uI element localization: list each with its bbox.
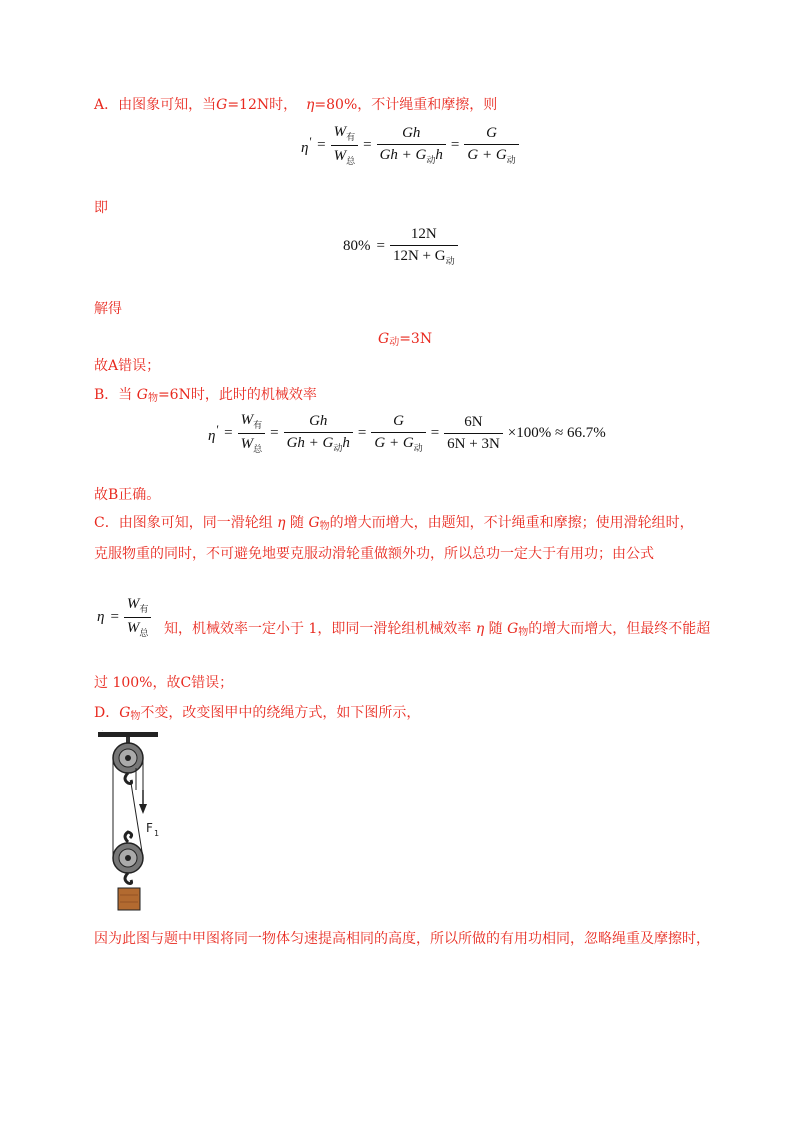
text-a-intro: A．由图象可知，当: [94, 97, 217, 113]
force-label: F: [146, 821, 153, 835]
eta-prime: [301, 135, 311, 157]
subscript-wu: 物: [518, 627, 529, 638]
twelve-n-plus: 12N + G: [392, 248, 446, 264]
paragraph-b: [94, 386, 317, 408]
prime-mark: ': [215, 422, 219, 437]
gh-plus-g: Gh + G: [379, 147, 427, 163]
formula-eta-2: [205, 412, 609, 455]
equals-sign: =: [363, 137, 372, 153]
text-a-rest: =80%，不计绳重和摩擦，则: [314, 97, 498, 113]
w-symbol: W: [126, 596, 140, 612]
fraction-w: [331, 124, 359, 167]
text-b-right: 故B正确。: [94, 487, 161, 503]
fraction-gh: [377, 125, 446, 166]
fraction-w: [124, 596, 152, 639]
var-g: G: [308, 515, 320, 531]
subscript-you: 有: [253, 420, 263, 430]
subscript-dong: 动: [506, 155, 516, 165]
text-d-rest: 不变，改变图甲中的绕绳方式，如下图所示，: [140, 705, 421, 721]
text-c-b: 随: [285, 515, 309, 531]
equals-sign: =: [450, 137, 460, 153]
force-subscript: 1: [154, 829, 160, 838]
g-numerator: G: [371, 413, 425, 433]
var-eta: η: [277, 515, 286, 531]
value-3n: =3N: [399, 331, 433, 347]
formula-eta-3: [94, 596, 153, 639]
gh-plus-g: Gh + G: [286, 435, 334, 451]
text-a-wrong: 故A错误；: [94, 358, 161, 374]
text-c-a: C．由图象可知，同一滑轮组: [94, 515, 278, 531]
var-eta: η: [306, 97, 315, 113]
subscript-dong: 动: [333, 443, 343, 453]
subscript-wu: 物: [130, 711, 141, 722]
var-g: G: [216, 97, 228, 113]
eta-symbol: η: [301, 139, 309, 156]
equals-sign: =: [376, 238, 385, 254]
w-symbol: W: [240, 412, 254, 428]
text-b-intro: B．当: [94, 387, 133, 403]
h-symbol: h: [342, 435, 350, 451]
text-c-c: 的增大而增大，由题知，不计绳重和摩擦；使用滑轮组时，: [329, 515, 694, 531]
subscript-zong: 总: [253, 444, 263, 454]
w-symbol: W: [240, 436, 254, 452]
equals-sign: =: [110, 609, 119, 625]
six-n: 6N: [444, 414, 503, 434]
text-jiede: 解得: [94, 301, 122, 317]
six-n-plus-three-n: 6N + 3N: [447, 436, 500, 452]
eta-symbol: η: [208, 427, 216, 444]
h-symbol: h: [435, 147, 443, 163]
gh-numerator: Gh: [377, 125, 446, 145]
var-eta: η: [475, 621, 485, 637]
paragraph-final: 因为此图与题中甲图将同一物体匀速提高相同的高度，所以所做的有用功相同，忽略绳重及摩擦时，: [94, 931, 710, 947]
var-g: G: [507, 621, 519, 637]
paragraph-a: [94, 96, 497, 114]
subscript-dong: 动: [426, 155, 436, 165]
fraction-g: [464, 125, 518, 166]
var-g: G: [136, 387, 148, 403]
subscript-dong: 动: [445, 256, 455, 266]
text-ji: 即: [94, 200, 108, 216]
text-d-intro: D．: [94, 705, 120, 721]
subscript-zong: 总: [346, 156, 356, 166]
eighty-percent: 80%: [343, 238, 371, 254]
formula-eta-1: [298, 124, 521, 167]
gh-numerator: Gh: [284, 413, 353, 433]
subscript-you: 有: [139, 604, 149, 614]
var-g: G: [378, 331, 390, 347]
subscript-dong: 动: [389, 337, 400, 348]
text-b-rest: =6N时，此时的机械效率: [157, 387, 317, 403]
equals-sign: =: [270, 425, 279, 441]
fraction-w: [238, 412, 266, 455]
g-plus-g: G + G: [374, 435, 414, 451]
pulley-diagram: [96, 730, 166, 915]
result-g-dong: [378, 330, 432, 352]
paragraph-c-line4: 过 100%，故C错误；: [94, 675, 234, 691]
w-symbol: W: [333, 124, 347, 140]
paragraph-c-line1: [94, 514, 694, 536]
fraction-gh: [284, 413, 353, 454]
subscript-dong: 动: [413, 443, 423, 453]
twelve-n: 12N: [390, 226, 458, 246]
fraction-6n: [444, 414, 503, 453]
subscript-zong: 总: [139, 628, 149, 638]
text-a-mid: =12N时，: [227, 97, 298, 113]
subscript-wu: 物: [319, 521, 330, 532]
equals-sign: =: [317, 137, 326, 153]
subscript-you: 有: [346, 132, 356, 142]
var-g: G: [119, 705, 131, 721]
prime-mark: ': [308, 134, 312, 149]
formula-80: [340, 226, 460, 267]
paragraph-d: [94, 704, 420, 726]
w-symbol: W: [333, 148, 347, 164]
text-c3-b: 随: [484, 621, 508, 637]
equals-sign: =: [224, 425, 233, 441]
paragraph-c-line3: [164, 620, 710, 642]
w-symbol: W: [126, 620, 140, 636]
equals-sign: =: [357, 425, 367, 441]
equals-sign: =: [430, 425, 440, 441]
g-plus-g: G + G: [467, 147, 507, 163]
eta-prime: [208, 423, 218, 445]
g-numerator: G: [464, 125, 518, 145]
eta-symbol: η: [97, 609, 105, 625]
text-c3-c: 的增大而增大，但最终不能超: [528, 621, 711, 637]
subscript-wu: 物: [147, 393, 158, 404]
fraction-12n: [390, 226, 458, 267]
paragraph-c-line2: 克服物重的同时，不可避免地要克服动滑轮重做额外功，所以总功一定大于有用功；由公式: [94, 546, 654, 562]
fraction-g: [371, 413, 425, 454]
text-c3-a: 知，机械效率一定小于 1，即同一滑轮组机械效率: [164, 621, 476, 637]
percent-result: ×100% ≈ 66.7%: [507, 425, 606, 441]
